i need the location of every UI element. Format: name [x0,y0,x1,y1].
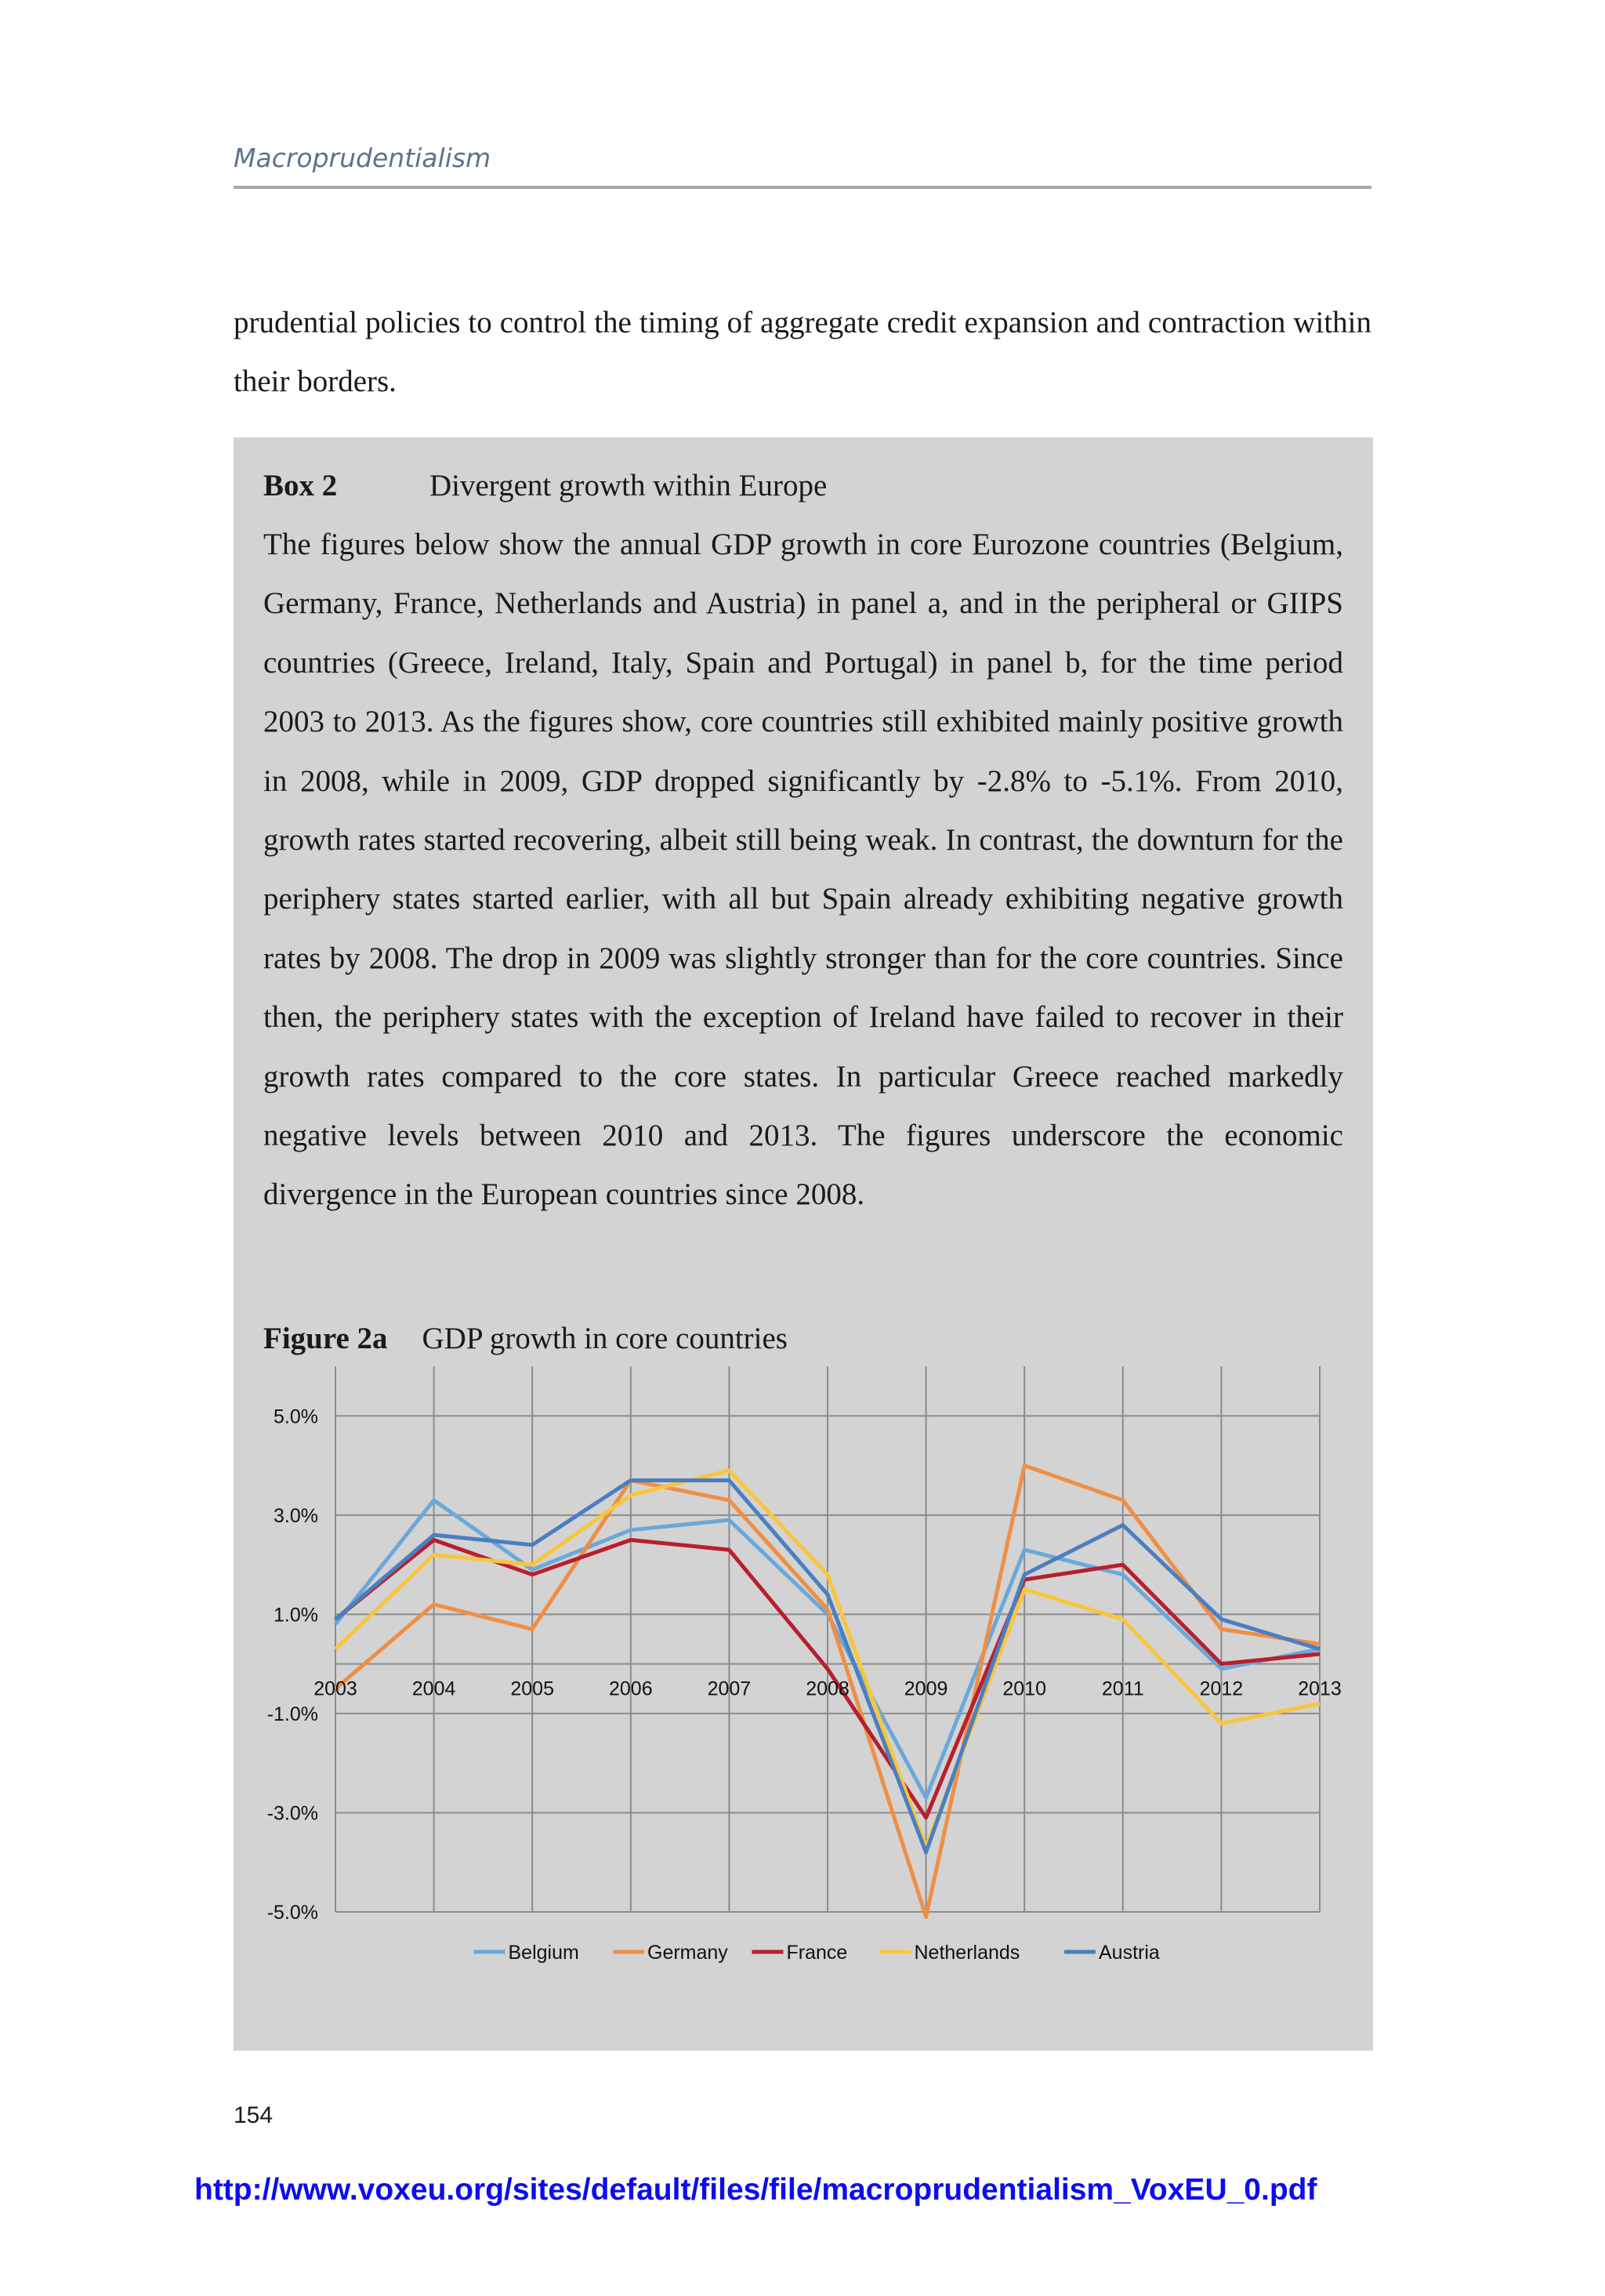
box-body-text: The figures below show the annual GDP growth in core Eurozone countries (Belgium, Germany, France, Netherlands and Austria) in panel a, and in the peripheral or GIIPS countries (Greece, Ireland, Italy, Spain and Portugal) in panel b, for the time period 2003 to 2013. As the figures show, core countries still exhibited mainly positive growth in 2008, while in 2009, GDP dropped significantly by -2.8% to -5.1%. From 2010, growth rates started recovering, albeit still being weak. In contrast, the downturn for the periphery states started earlier, with all but Spain already exhibiting negative growth rates by 2008. The drop in 2009 was slightly stronger than for the core countries. Since then, the periphery states with the exception of Ireland have failed to recover in their growth rates compared to the core states. In particular Greece reached markedly negative levels between 2010 and 2013. The figures underscore the economic divergence in the European countries since 2008. [263,528,1343,1212]
y-tick-label: 1.0% [274,1604,318,1627]
legend-label-belgium: Belgium [508,1942,579,1964]
x-tick-label: 2013 [1298,1678,1342,1700]
lead-paragraph: prudential policies to control the timing of aggregate credit expansion and contraction within their borders. [234,306,1371,398]
figure-label: Figure 2a [263,1322,388,1355]
y-tick-label: 3.0% [274,1504,318,1527]
x-tick-label: 2009 [904,1678,948,1700]
page-number: 154 [234,2102,274,2128]
header-rule [234,186,1371,189]
y-tick-label: 5.0% [274,1406,318,1428]
y-tick-label: -3.0% [266,1802,318,1825]
legend-label-austria: Austria [1099,1942,1160,1964]
y-tick-labels [267,1406,318,1924]
y-tick-label: -1.0% [266,1703,318,1725]
source-url-link[interactable]: http://www.voxeu.org/sites/default/files/file/macroprudentialism_VoxEU_0.pdf [194,2173,1317,2207]
chart-legend [474,1942,1160,1964]
box-label: Box 2 [263,469,338,502]
box-heading: Divergent growth within Europe [429,469,828,502]
x-tick-label: 2011 [1101,1678,1144,1700]
gdp-growth-line-chart [234,437,1373,2051]
x-tick-label: 2012 [1199,1678,1244,1700]
legend-label-netherlands: Netherlands [914,1942,1020,1964]
running-header-title: Macroprudentialism [234,143,491,173]
legend-label-france: France [786,1942,848,1964]
box-2 [234,437,1373,2051]
x-tick-label: 2005 [510,1678,555,1700]
y-tick-label: -5.0% [266,1902,318,1924]
legend-label-germany: Germany [647,1942,728,1964]
chart-grid [335,1366,1320,1912]
x-tick-label: 2007 [707,1678,752,1700]
x-tick-label: 2010 [1002,1678,1047,1700]
figure-heading: GDP growth in core countries [422,1322,788,1355]
x-tick-label: 2008 [806,1678,850,1700]
x-tick-label: 2003 [313,1678,357,1700]
x-tick-label: 2004 [411,1678,456,1700]
x-tick-label: 2006 [608,1678,653,1700]
